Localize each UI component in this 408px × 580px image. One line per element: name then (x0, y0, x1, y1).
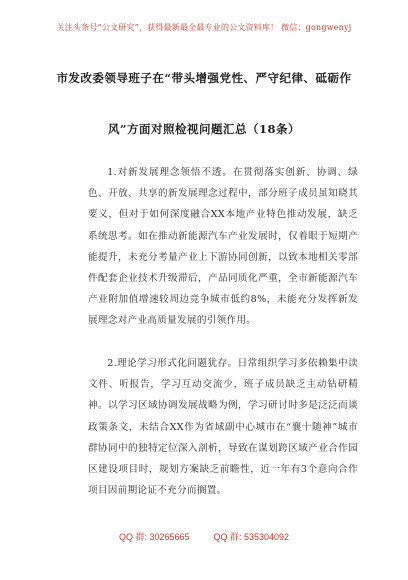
document-title-line-2: 风”方面对照检视问题汇总（18条） (107, 122, 301, 136)
paragraph-item-1: 1.对新发展理念领悟不透。在贯彻落实创新、协调、绿色、开放、共享的新发展理念过程中，部分班子成员虽知晓其要义，但对于如何深度融合XX本地产业特色推动发展，缺乏系统思考。如在推动新能源汽车产业发展时，仅着眼于短期产能提升，未充分考量产业上下游协同创新，以致本地相关零部件配套企业技术升级滞后，产品同质化严重，全市新能源汽车产业附加值增速较周边竞争城市低约8%，未能充分发挥新发展理念对产业高质量发展的引领作用。 (88, 167, 358, 327)
header-promo-note: 关注头条号“公文研究”，获得最新最全最专业的公文资料库！ 微信：gongwenyj (56, 23, 352, 32)
paragraph-item-2: 2.理论学习形式化问题犹存。日常组织学习多依赖集中读文件、听报告，学习互动交流少，班子成员缺乏主动钻研精神。以学习区域协调发展战略为例，学习研讨时多是泛泛而谈政策条文，未结合XX作为省域副中心城市在“襄十随神”城市群协同中的独特定位深入剖析，导致在谋划跨区域产业合作园区建设项目时，规划方案缺乏前瞻性，近一年有3个意向合作项目因前期论证不充分而搁置。 (88, 358, 358, 497)
document-title-line-1: 市发改委领导班子在“带头增强党性、严守纪律、砥砺作 (56, 71, 352, 85)
footer-contact (0, 530, 408, 543)
qq-group-2-text: QQ 群: 535304092 (213, 532, 290, 542)
qq-group-1-text: QQ 群: 30265665 (118, 532, 190, 542)
